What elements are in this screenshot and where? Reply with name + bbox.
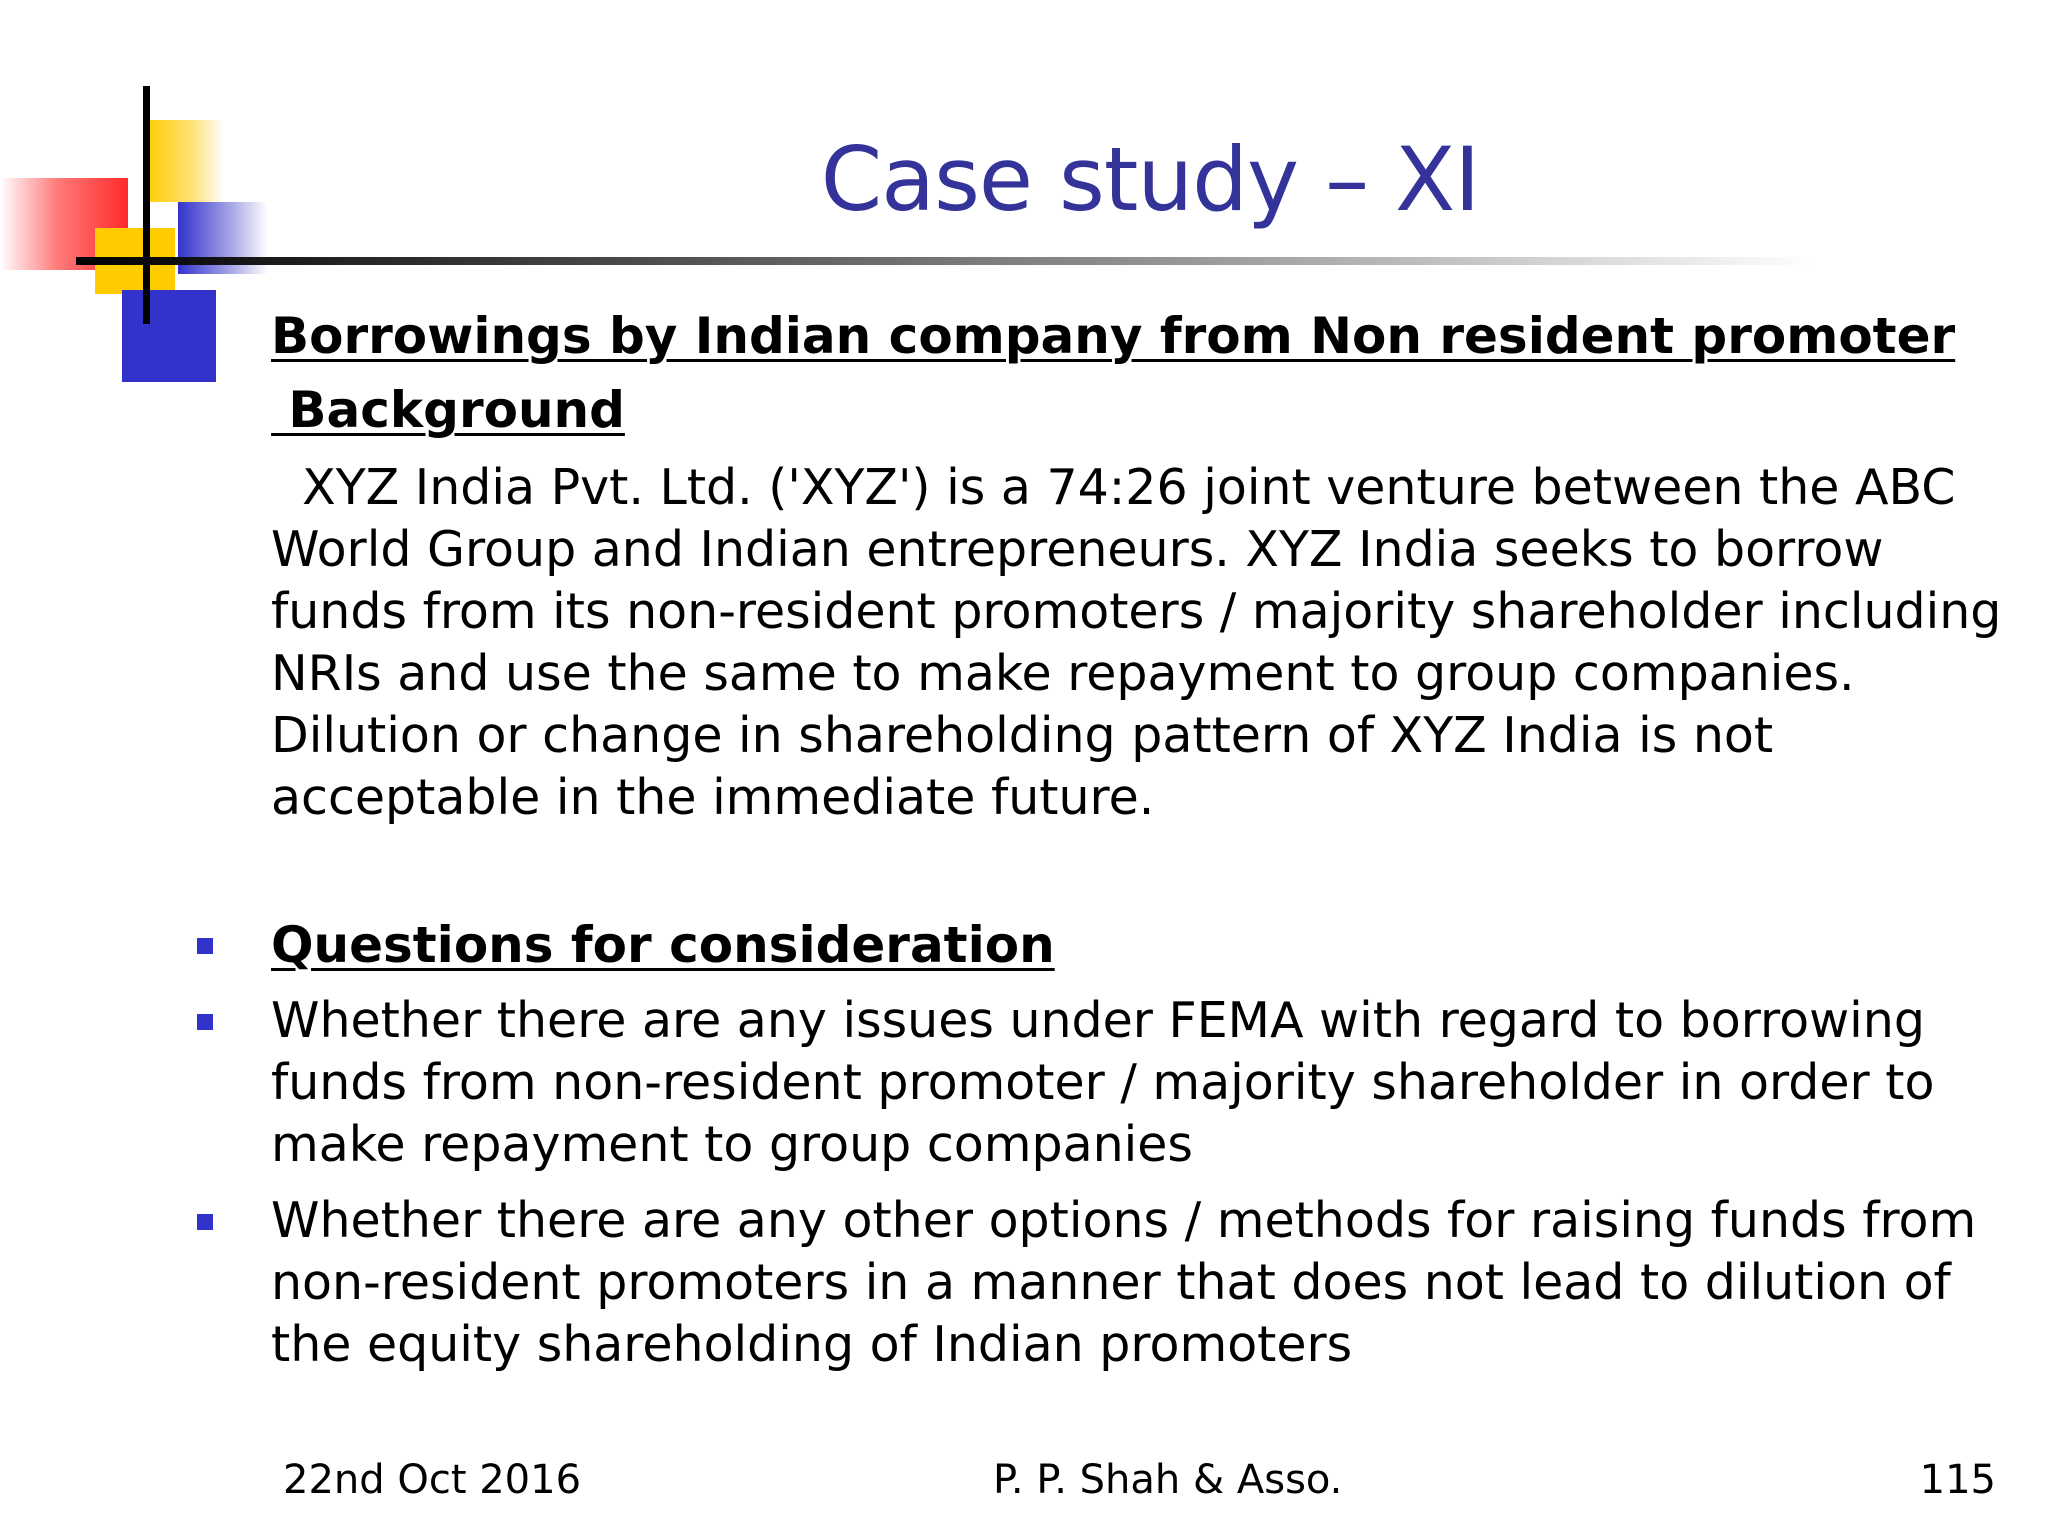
bullet-marker	[197, 1214, 213, 1230]
page-number: 115	[1919, 1457, 1996, 1503]
title-rule	[76, 257, 1816, 265]
question-item: Whether there are any other options / methods for raising funds from non-resident promoters in a manner that does not lead to dilution of the equity shareholding of Indian promoters	[271, 1192, 1977, 1373]
bullet-marker	[197, 938, 213, 954]
deco-yellow-top	[146, 120, 224, 202]
deco-vertical-line	[143, 86, 150, 324]
question-item: Whether there are any issues under FEMA with regard to borrowing funds from non-resident promoter / majority shareholder in order to make repayment to group companies	[271, 992, 1935, 1173]
footer-presenter: P. P. Shah & Asso.	[993, 1457, 1343, 1503]
slide-title: Case study – XI	[820, 128, 1480, 231]
bullet-marker	[197, 1014, 213, 1030]
questions-heading: Questions for consideration	[271, 916, 1055, 974]
footer-date: 22nd Oct 2016	[283, 1457, 582, 1503]
section-heading: Borrowings by Indian company from Non resident promoter	[271, 307, 1956, 365]
background-paragraph: XYZ India Pvt. Ltd. ('XYZ') is a 74:26 joint venture between the ABC World Group and Indian entrepreneurs. XYZ India seeks to borrow funds from its non-resident promoters / majority shareholder including NRIs and use the same to make repayment to group companies. Dilution or change in shareholding pattern of XYZ India is not acceptable in the immediate future.	[271, 459, 2017, 826]
deco-blue-square	[122, 290, 216, 382]
background-heading: Background	[271, 381, 625, 439]
